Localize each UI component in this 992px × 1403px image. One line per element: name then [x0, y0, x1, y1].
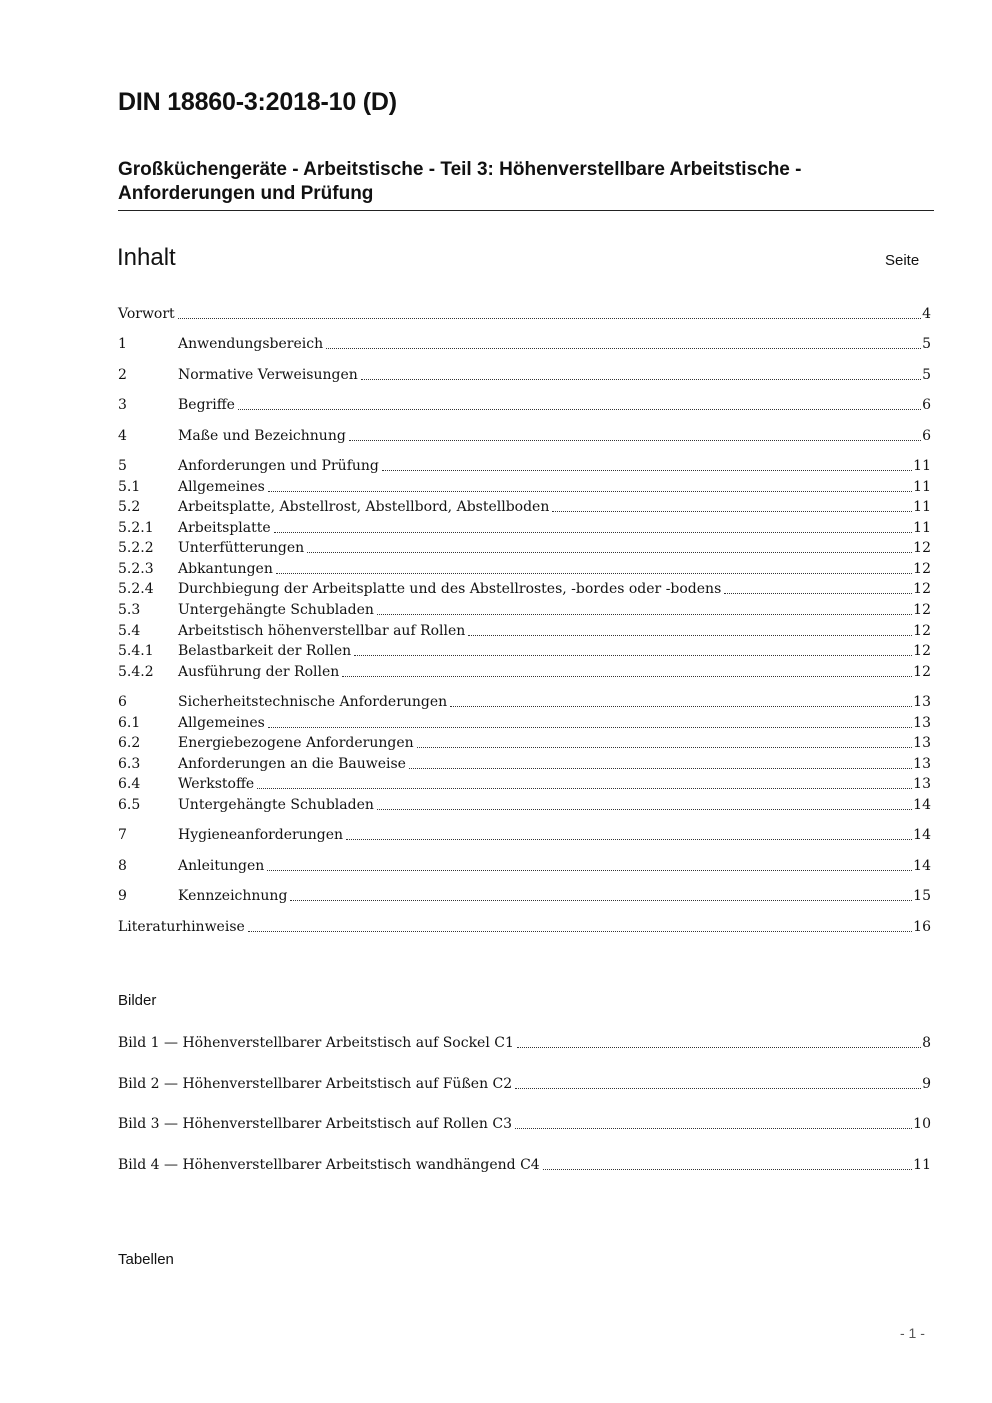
- toc-leader-dots: [267, 869, 912, 871]
- toc-entry-number: 5.2: [118, 499, 141, 515]
- toc-entry-title: Bild 2 — Höhenverstellbarer Arbeitstisch auf Füßen C2: [118, 1076, 513, 1092]
- toc-entry[interactable]: [118, 731, 931, 751]
- toc-entry[interactable]: [118, 823, 931, 843]
- toc-entry-title: Begriffe: [178, 397, 235, 413]
- toc-entry-title: Anforderungen an die Bauweise: [178, 756, 406, 772]
- toc-entry-title: Bild 3 — Höhenverstellbarer Arbeitstisch auf Rollen C3: [118, 1116, 513, 1132]
- toc-entry-number: 6: [118, 694, 127, 710]
- toc-entry-page: 12: [913, 561, 931, 577]
- toc-leader-dots: [377, 808, 912, 810]
- toc-entry-number: 5.2.1: [118, 520, 154, 536]
- toc-entry-page: 11: [913, 1157, 931, 1173]
- toc-entry-title: Literaturhinweise: [118, 919, 245, 935]
- toc-leader-dots: [543, 1168, 912, 1170]
- toc-entry[interactable]: [118, 393, 931, 413]
- toc-entry-title: Anleitungen: [178, 858, 265, 874]
- toc-entry-title: Belastbarkeit der Rollen: [178, 643, 352, 659]
- toc-entry[interactable]: [118, 752, 931, 772]
- toc-entry[interactable]: [118, 557, 931, 577]
- toc-entry-number: 5.1: [118, 479, 141, 495]
- toc-leader-dots: [724, 592, 912, 594]
- toc-leader-dots: [468, 634, 912, 636]
- toc-entry-title: Werkstoffe: [178, 776, 255, 792]
- toc-entry[interactable]: [118, 854, 931, 874]
- toc-leader-dots: [349, 439, 921, 441]
- toc-leader-dots: [361, 378, 921, 380]
- toc-entry-title: Kennzeichnung: [178, 888, 288, 904]
- toc-leader-dots: [307, 551, 912, 553]
- toc-entry[interactable]: [118, 302, 931, 322]
- toc-entry-page: 11: [913, 499, 931, 515]
- toc-entry-title: Ausführung der Rollen: [178, 664, 340, 680]
- toc-entry-number: 6.5: [118, 797, 141, 813]
- toc-entry[interactable]: [118, 363, 931, 383]
- toc-entry-page: 6: [922, 428, 931, 444]
- toc-leader-dots: [248, 930, 912, 932]
- toc-entry-title: Anwendungsbereich: [178, 336, 324, 352]
- toc-leader-dots: [409, 767, 912, 769]
- toc-entry[interactable]: [118, 516, 931, 536]
- toc-leader-dots: [290, 899, 912, 901]
- toc-entry-title: Allgemeines: [178, 479, 265, 495]
- toc-entry-page: 5: [922, 367, 931, 383]
- toc-entry-title: Untergehängte Schubladen: [178, 602, 374, 618]
- toc-entry[interactable]: [118, 884, 931, 904]
- toc-entry-page: 9: [922, 1076, 931, 1092]
- toc-entry-number: 5.3: [118, 602, 141, 618]
- toc-entry[interactable]: [118, 915, 931, 935]
- toc-leader-dots: [268, 726, 912, 728]
- toc-entry-title: Normative Verweisungen: [178, 367, 358, 383]
- toc-leader-dots: [377, 613, 912, 615]
- toc-entry-number: 2: [118, 367, 127, 383]
- toc-leader-dots: [515, 1087, 921, 1089]
- toc-entry-page: 14: [913, 858, 931, 874]
- toc-entry-number: 6.4: [118, 776, 141, 792]
- toc-entry-page: 13: [913, 776, 931, 792]
- toc-entry-number: 5.4.1: [118, 643, 154, 659]
- toc-entry-title: Durchbiegung der Arbeitsplatte und des Abstellrostes, -bordes oder -bodens: [178, 581, 722, 597]
- toc-entry-number: 6.2: [118, 735, 141, 751]
- toc-entry-page: 6: [922, 397, 931, 413]
- toc-entry-number: 5.2.4: [118, 581, 154, 597]
- toc-entry-title: Unterfütterungen: [178, 540, 305, 556]
- toc-entry-page: 12: [913, 623, 931, 639]
- toc-entry[interactable]: [118, 454, 931, 474]
- toc-leader-dots: [276, 572, 912, 574]
- toc-entry[interactable]: [118, 495, 931, 515]
- tables-heading: Tabellen: [118, 1251, 174, 1268]
- page-number: - 1 -: [900, 1325, 925, 1341]
- toc-entry-number: 6.3: [118, 756, 141, 772]
- toc-entry-number: 5.4: [118, 623, 141, 639]
- toc-entry-number: 5: [118, 458, 127, 474]
- toc-leader-dots: [354, 654, 912, 656]
- toc-entry-number: 9: [118, 888, 127, 904]
- toc-entry-title: Bild 4 — Höhenverstellbarer Arbeitstisch wandhängend C4: [118, 1157, 540, 1173]
- toc-entry-page: 12: [913, 602, 931, 618]
- toc-entry-number: 5.2.2: [118, 540, 154, 556]
- toc-page-label: Seite: [885, 252, 920, 269]
- figure-entry[interactable]: [118, 1112, 931, 1132]
- toc-entry-page: 14: [913, 797, 931, 813]
- toc-entry-page: 13: [913, 715, 931, 731]
- toc-entry-page: 11: [913, 479, 931, 495]
- toc-entry-number: 5.4.2: [118, 664, 154, 680]
- toc-entry[interactable]: [118, 475, 931, 495]
- toc-entry-number: 8: [118, 858, 127, 874]
- toc-entry-title: Bild 1 — Höhenverstellbarer Arbeitstisch auf Sockel C1: [118, 1035, 514, 1051]
- toc-entry-title: Anforderungen und Prüfung: [178, 458, 379, 474]
- toc-entry-page: 8: [922, 1035, 931, 1051]
- toc-entry-page: 12: [913, 643, 931, 659]
- toc-entry[interactable]: [118, 793, 931, 813]
- toc-entry-title: Arbeitsplatte: [178, 520, 271, 536]
- toc-entry-number: 4: [118, 428, 127, 444]
- toc-entry-title: Allgemeines: [178, 715, 265, 731]
- toc-entry[interactable]: [118, 639, 931, 659]
- toc-leader-dots: [342, 675, 912, 677]
- toc-entry[interactable]: [118, 577, 931, 597]
- toc-entry[interactable]: [118, 772, 931, 792]
- toc-entry[interactable]: [118, 660, 931, 680]
- toc-entry-page: 4: [922, 306, 931, 322]
- toc-entry-number: 6.1: [118, 715, 141, 731]
- toc-entry-page: 13: [913, 735, 931, 751]
- toc-leader-dots: [515, 1127, 912, 1129]
- figures-heading: Bilder: [118, 992, 157, 1009]
- toc-entry-number: 5.2.3: [118, 561, 154, 577]
- toc-entry-title: Sicherheitstechnische Anforderungen: [178, 694, 448, 710]
- toc-entry[interactable]: [118, 536, 931, 556]
- toc-entry[interactable]: [118, 424, 931, 444]
- toc-entry-page: 13: [913, 694, 931, 710]
- toc-entry-title: Arbeitsplatte, Abstellrost, Abstellbord, Abstellboden: [178, 499, 550, 515]
- toc-leader-dots: [274, 531, 913, 533]
- toc-entry[interactable]: [118, 332, 931, 352]
- toc-entry-page: 5: [922, 336, 931, 352]
- toc-entry-page: 10: [913, 1116, 931, 1132]
- toc-leader-dots: [417, 746, 913, 748]
- figure-entry[interactable]: [118, 1153, 931, 1173]
- toc-leader-dots: [178, 317, 921, 319]
- toc-leader-dots: [326, 347, 921, 349]
- toc-entry-page: 14: [913, 827, 931, 843]
- toc-leader-dots: [450, 705, 912, 707]
- toc-entry-title: Abkantungen: [178, 561, 273, 577]
- toc-leader-dots: [517, 1046, 921, 1048]
- toc-entry-title: Untergehängte Schubladen: [178, 797, 374, 813]
- document-title-line-1: Großküchengeräte - Arbeitstische - Teil 3: Höhenverstellbare Arbeitstische -: [118, 159, 802, 180]
- toc-entry-number: 3: [118, 397, 127, 413]
- toc-entry-number: 1: [118, 336, 127, 352]
- document-title: [118, 158, 934, 211]
- toc-leader-dots: [382, 469, 912, 471]
- toc-entry-title: Vorwort: [118, 306, 175, 322]
- toc-entry-page: 11: [913, 520, 931, 536]
- toc-entry-page: 12: [913, 581, 931, 597]
- toc-entry-number: 7: [118, 827, 127, 843]
- document-title-line-2: Anforderungen und Prüfung: [118, 183, 374, 204]
- document-id: DIN 18860-3:2018-10 (D): [118, 88, 397, 116]
- figure-entry[interactable]: [118, 1031, 931, 1051]
- toc-entry-page: 15: [913, 888, 931, 904]
- toc-entry-page: 12: [913, 664, 931, 680]
- toc-entry-page: 12: [913, 540, 931, 556]
- toc-entry-page: 13: [913, 756, 931, 772]
- toc-entry[interactable]: [118, 598, 931, 618]
- toc-leader-dots: [238, 408, 921, 410]
- toc-entry-page: 11: [913, 458, 931, 474]
- toc-leader-dots: [257, 787, 912, 789]
- toc-leader-dots: [268, 490, 912, 492]
- toc-entry-page: 16: [913, 919, 931, 935]
- toc-entry-title: Hygieneanforderungen: [178, 827, 344, 843]
- toc-leader-dots: [346, 838, 912, 840]
- toc-entry-title: Energiebezogene Anforderungen: [178, 735, 414, 751]
- toc-entry[interactable]: [118, 690, 931, 710]
- toc-entry[interactable]: [118, 619, 931, 639]
- toc-leader-dots: [552, 510, 912, 512]
- toc-entry-title: Maße und Bezeichnung: [178, 428, 346, 444]
- toc-heading: Inhalt: [117, 244, 176, 271]
- toc-entry[interactable]: [118, 711, 931, 731]
- figure-entry[interactable]: [118, 1072, 931, 1092]
- toc-entry-title: Arbeitstisch höhenverstellbar auf Rollen: [178, 623, 466, 639]
